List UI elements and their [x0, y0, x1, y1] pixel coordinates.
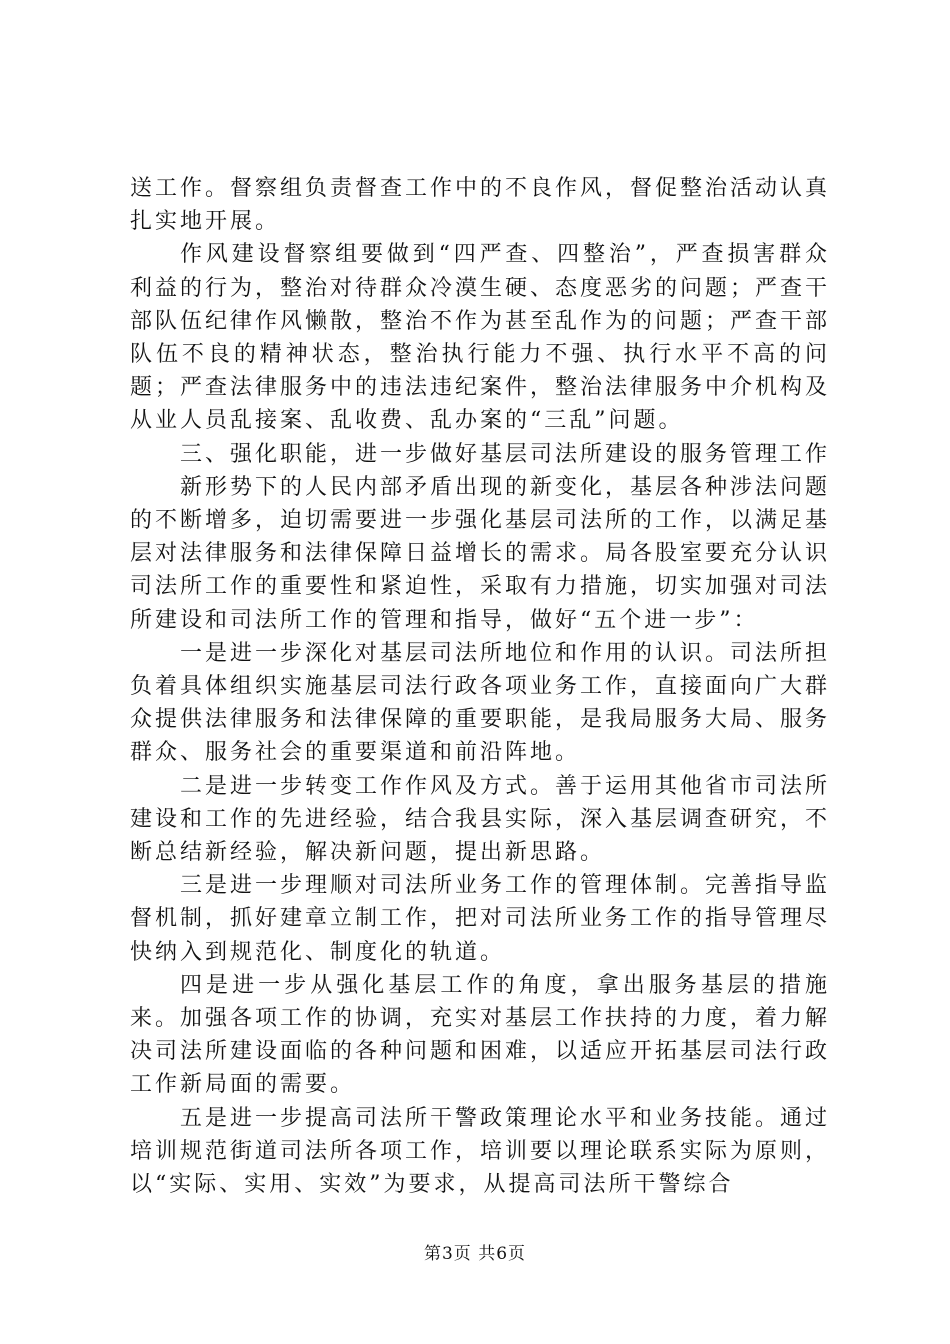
paragraph-point-four: 四是进一步从强化基层工作的角度，拿出服务基层的措施来。加强各项工作的协调，充实对基层工作扶持的力度，着力解决司法所建设面临的各种问题和困难，以适应开拓基层司法行政工作新局面的需要。 [130, 972, 831, 1098]
paragraph-inspection-requirements: 作风建设督察组要做到“四严查、四整治”，严查损害群众利益的行为，整治对待群众冷漠生硬、态度恶劣的问题；严查干部队伍纪律作风懒散，整治不作为甚至乱作为的问题；严查干部队伍不良的精神状态，整治执行能力不强、执行水平不高的问题；严查法律服务中的违法违纪案件，整治法律服务中介机构及从业人员乱接案、乱收费、乱办案的“三乱”问题。 [130, 242, 831, 434]
section-heading-three: 三、强化职能，进一步做好基层司法所建设的服务管理工作 [180, 441, 831, 467]
paragraph-point-five: 五是进一步提高司法所干警政策理论水平和业务技能。通过培训规范街道司法所各项工作，培训要以理论联系实际为原则，以“实际、实用、实效”为要求，从提高司法所干警综合 [130, 1105, 831, 1198]
paragraph-point-two: 二是进一步转变工作作风及方式。善于运用其他省市司法所建设和工作的先进经验，结合我县实际，深入基层调查研究，不断总结新经验，解决新问题，提出新思路。 [130, 773, 831, 866]
document-body [130, 172, 830, 1201]
paragraph-continuation: 送工作。督察组负责督查工作中的不良作风，督促整治活动认真扎实地开展。 [130, 176, 831, 235]
paragraph-new-situation: 新形势下的人民内部矛盾出现的新变化，基层各种涉法问题的不断增多，迫切需要进一步强化基层司法所的工作，以满足基层对法律服务和法律保障日益增长的需求。局各股室要充分认识司法所工作的重要性和紧迫性，采取有力措施，切实加强对司法所建设和司法所工作的管理和指导，做好“五个进一步”： [130, 474, 831, 633]
page-number-footer: 第3页 共6页 [423, 1244, 527, 1264]
paragraph-point-one: 一是进一步深化对基层司法所地位和作用的认识。司法所担负着具体组织实施基层司法行政各项业务工作，直接面向广大群众提供法律服务和法律保障的重要职能，是我局服务大局、服务群众、服务社会的重要渠道和前沿阵地。 [130, 640, 831, 766]
paragraph-point-three: 三是进一步理顺对司法所业务工作的管理体制。完善指导监督机制，抓好建章立制工作，把对司法所业务工作的指导管理尽快纳入到规范化、制度化的轨道。 [130, 873, 831, 965]
